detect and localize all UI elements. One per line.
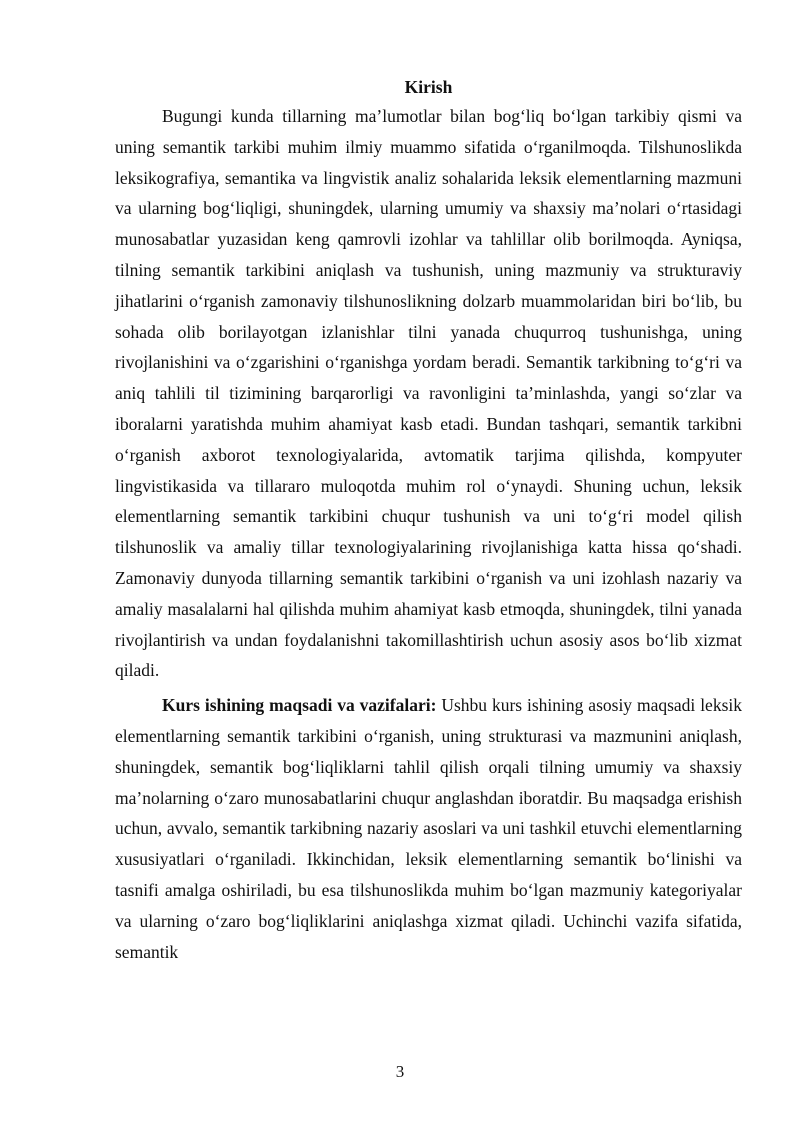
page-number: 3 bbox=[395, 1062, 405, 1081]
section-heading: Kirish bbox=[404, 77, 453, 97]
goals-paragraph-body: Ushbu kurs ishining asosiy maqsadi leksik elementlarning semantik tarkibini o‘rganish, uning strukturasi va mazmunini aniqlash, shuningdek, semantik bog‘liqliklarni tahlil qilish orqali tilning umumiy va shaxsiy ma’nolarning o‘zaro munosabatlarini chuqur anglashdan iboratdir. Bu maqsadga erishish uchun, avvalo, semantik tarkibning nazariy asoslari va uni tashkil etuvchi elementlarning xususiyatlari o‘rganiladi. Ikkinchidan, leksik elementlarning semantik bo‘linishi va tasnifi amalga oshiriladi, bu esa tilshunoslikda muhim bo‘lgan mazmuniy kategoriyalar va ularning o‘zaro bog‘liqliklarini aniqlashga xizmat qiladi. Uchinchi vazifa sifatida, semantik bbox=[115, 695, 743, 962]
goals-paragraph-lead: Kurs ishining maqsadi va vazifalari: bbox=[162, 695, 437, 716]
intro-paragraph: Bugungi kunda tillarning ma’lumotlar bilan bog‘liq bo‘lgan tarkibiy qismi va uning semantik tarkibi muhim ilmiy muammo sifatida o‘rganilmoqda. Tilshunoslikda leksikografiya, semantika va lingvistik analiz sohalarida leksik elementlarning mazmuni va ularning bog‘liqligi, shuningdek, ularning umumiy va shaxsiy ma’nolari o‘rtasidagi munosabatlar yuzasidan keng qamrovli izohlar va tahlillar olib borilmoqda. Ayniqsa, tilning semantik tarkibini aniqlash va tushunish, uning mazmuniy va strukturaviy jihatlarini o‘rganish zamonaviy tilshunoslikning dolzarb muammolaridan biri bo‘lib, bu sohada olib borilayotgan izlanishlar tilni yanada chuqurroq tushunishga, uning rivojlanishini va o‘zgarishini o‘rganishga yordam beradi. Semantik tarkibning to‘g‘ri va aniq tahlili til tizimining barqarorligi va ravonligini ta’minlashda, yangi so‘zlar va iboralarni yaratishda muhim ahamiyat kasb etadi. Bundan tashqari, semantik tarkibni o‘rganish axborot texnologiyalarida, avtomatik tarjima qilishda, kompyuter lingvistikasida va tillararo muloqotda muhim rol o‘ynaydi. Shuning uchun, leksik elementlarning semantik tarkibini chuqur tushunish va uni to‘g‘ri model qilish tilshunoslik va amaliy tillar texnologiyalarining rivojlanishiga katta hissa qo‘shadi. Zamonaviy dunyoda tillarning semantik tarkibini o‘rganish va uni izohlash nazariy va amaliy masalalarni hal qilishda muhim ahamiyat kasb etmoqda, shuningdek, tilni yanada rivojlantirish va undan foydalanishni takomillashtirish uchun asosiy asos bo‘lib xizmat qiladi. bbox=[115, 106, 742, 681]
page-content bbox=[115, 75, 742, 967]
goals-paragraph bbox=[115, 690, 742, 967]
